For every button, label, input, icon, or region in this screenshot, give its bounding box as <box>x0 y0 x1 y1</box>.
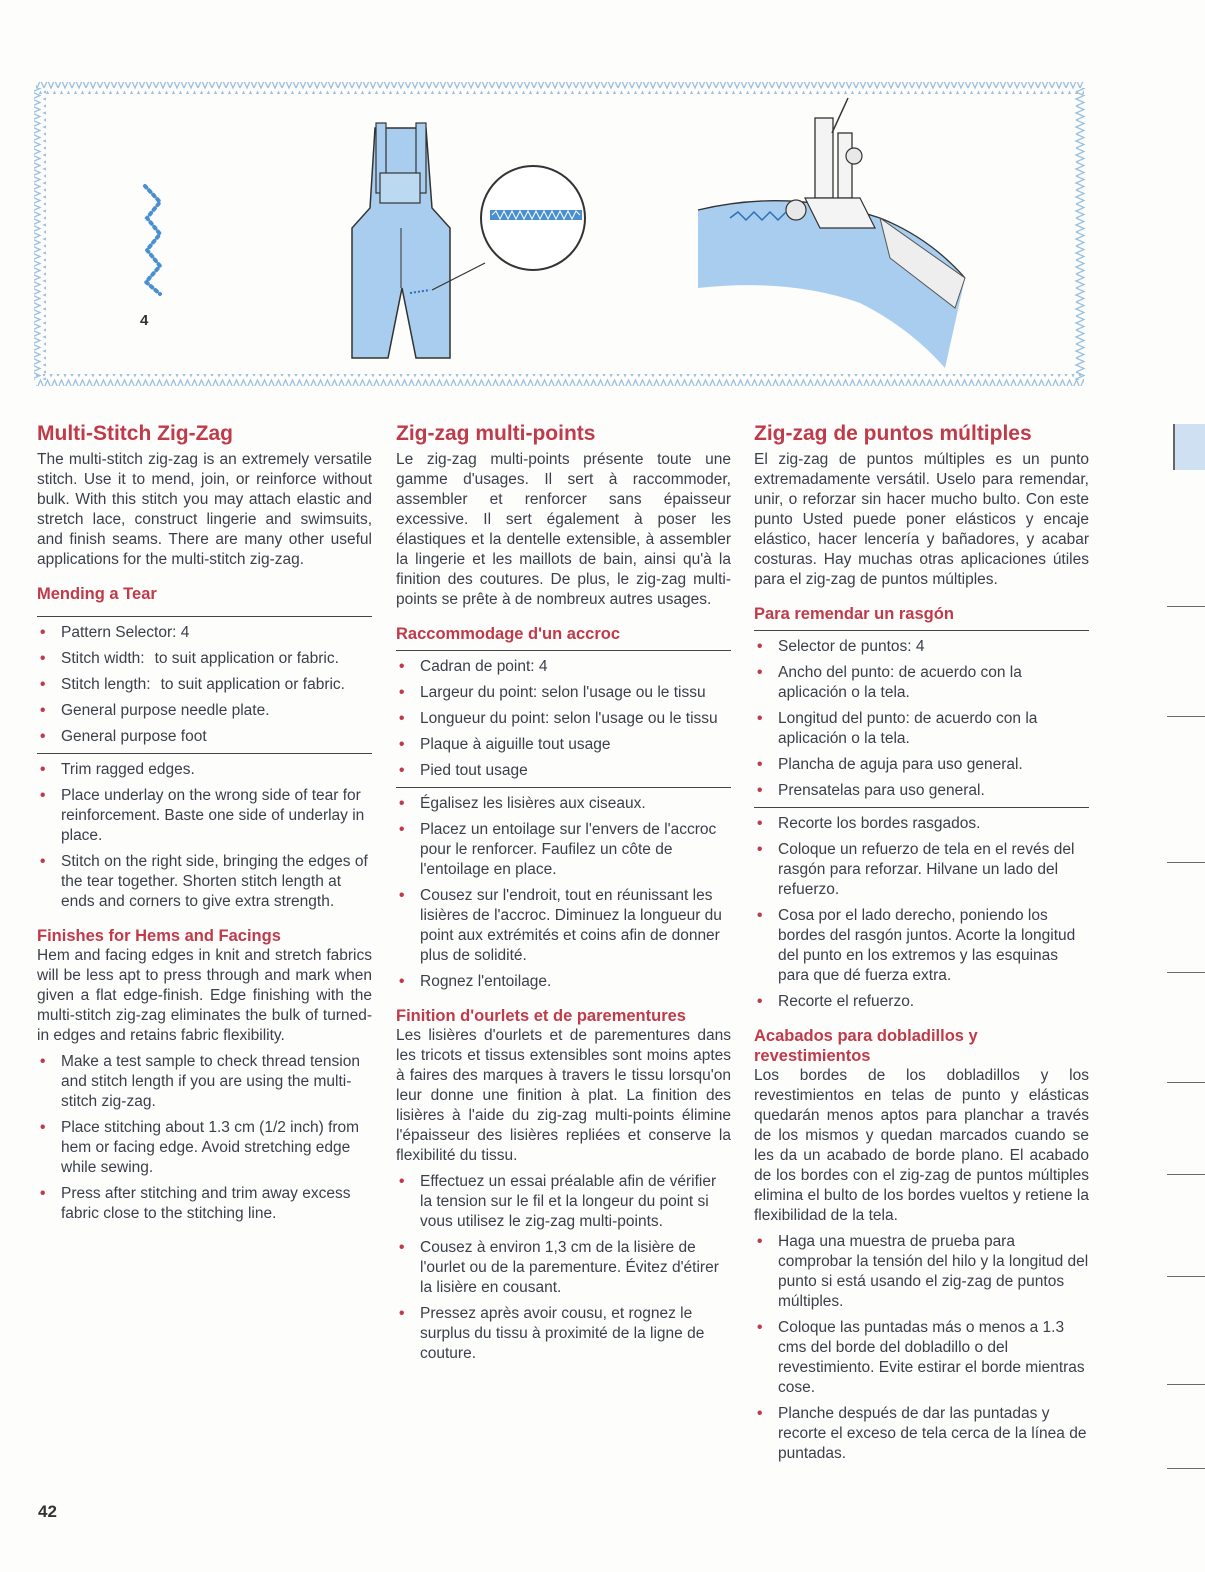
list-item: • Planche después de dar las puntadas y recorte el exceso de tela cerca de la línea de puntadas. <box>754 1404 1089 1464</box>
settings-list <box>754 637 1089 801</box>
list-item: • Stitch on the right side, bringing the edges of the tear together. Shorten stitch length at ends and corners to give extra strength. <box>37 852 372 912</box>
stitch-pattern-icon <box>145 186 160 294</box>
divider <box>37 616 372 617</box>
list-item: • Cosa por el lado derecho, poniendo los bordes del rasgón juntos. Acorte la longitud del punto en los extremos y las esquinas para que dé fuerza extra. <box>754 906 1089 986</box>
illustration-panel <box>30 78 1090 398</box>
hems-paragraph: Los bordes de los dobladillos y los revestimientos en telas de punto y elásticas quedarán menos aptos para planchar a través de los mismos y quedan marcados cuando se les da un acabado de borde plano. El acabado de los bordes con el zig-zag de puntos múltiples elimina el bulto de los bordes vueltos y retiene la flexibilidad de la tela. <box>754 1067 1089 1224</box>
divider <box>754 630 1089 631</box>
list-item: • Largeur du point: selon l'usage ou le tissu <box>396 683 731 703</box>
spec-key: • Stitch width: <box>61 650 145 667</box>
spec-key: • Stitch length: <box>61 676 151 693</box>
hems-list <box>396 1172 731 1364</box>
divider <box>396 787 731 788</box>
edge-marker <box>1167 1174 1205 1175</box>
edge-marker <box>1167 606 1205 607</box>
edge-marker <box>1167 1468 1205 1469</box>
spec-value: to suit application or fabric. <box>154 650 339 667</box>
list-item: • Longueur du point: selon l'usage ou le tissu <box>396 709 731 729</box>
page-number: 42 <box>38 1502 57 1521</box>
mending-heading: Para remendar un rasgón <box>754 605 954 623</box>
edge-marker <box>1167 716 1205 717</box>
spanish-column <box>754 420 1089 1470</box>
list-item: • Press after stitching and trim away excess fabric close to the stitching line. <box>37 1184 372 1224</box>
steps-list <box>754 814 1089 1012</box>
edge-marker <box>1167 1082 1205 1083</box>
english-column <box>37 420 372 1230</box>
mending-heading: Raccommodage d'un accroc <box>396 625 620 643</box>
list-item: • Haga una muestra de prueba para comprobar la tensión del hilo y la longitud del punto si está usando el zig-zag de puntos múltiples. <box>754 1232 1089 1312</box>
edge-marker <box>1167 1276 1205 1277</box>
pattern-number: 4 <box>140 312 149 329</box>
list-item: • Plaque à aiguille tout usage <box>396 735 731 755</box>
settings-list <box>396 657 731 781</box>
intro-paragraph: Le zig-zag multi-points présente toute une gamme d'usages. Il sert à raccommoder, assembler et renforcer sans épaisseur excessive. Il sert également à poser les élastiques et la dentelle extensible, à assembler la lingerie et les maillots de bain, ainsi qu'à la finition des coutures. De plus, le zig-zag multi-points se prête à de nombreux autres usages. <box>396 451 731 608</box>
list-item: • Pied tout usage <box>396 761 731 781</box>
list-item: • Prensatelas para uso general. <box>754 781 1089 801</box>
edge-marker <box>1167 972 1205 973</box>
section-title: Zig-zag multi-points <box>396 422 596 445</box>
hems-heading: Acabados para dobladillos y revestimientos <box>754 1027 978 1065</box>
edge-marker <box>1167 1384 1205 1385</box>
list-item: • Make a test sample to check thread tension and stitch length if you are using the multi-stitch zig-zag. <box>37 1052 372 1112</box>
list-item: • Rognez l'entoilage. <box>396 972 731 992</box>
list-item: • Effectuez un essai préalable afin de vérifier la tension sur le fil et la longeur du point si vous utilisez le zig-zag multi-points. <box>396 1172 731 1232</box>
hems-paragraph: Les lisières d'ourlets et de parementures dans les tricots et tissus extensibles sont moins aptes à faires des marques à travers le tissu lorsqu'on leur donne une finition à plat. La finition des lisières à l'aide du zig-zag multi-points élimine l'épaisseur des lisières repliées et conserve la flexibilité du tissu. <box>396 1027 731 1164</box>
hems-list <box>754 1232 1089 1464</box>
list-item: • Recorte los bordes rasgados. <box>754 814 1089 834</box>
list-item: • Cousez sur l'endroit, tout en réunissant les lisières de l'accroc. Diminuez la longueur du point aux extrémités et coins afin de donner plus de solidité. <box>396 886 731 966</box>
steps-list <box>37 760 372 912</box>
hems-heading: Finition d'ourlets et de parementures <box>396 1007 686 1025</box>
magnifier-detail <box>432 166 585 290</box>
list-item: • Longitud del punto: de acuerdo con la aplicación o la tela. <box>754 709 1089 749</box>
intro-paragraph: The multi-stitch zig-zag is an extremely versatile stitch. Use it to mend, join, or reinforce without bulk. With this stitch you may attach elastic and stretch lace, construct lingerie and swimsuits, and finish seams. There are many other useful applications for the multi-stitch zig-zag. <box>37 451 372 568</box>
list-item <box>37 675 372 695</box>
list-item: • Plancha de aguja para uso general. <box>754 755 1089 775</box>
list-item: • Cadran de point: 4 <box>396 657 731 677</box>
page-edge-tab <box>1173 424 1205 470</box>
hems-list <box>37 1052 372 1224</box>
spec-value: to suit application or fabric. <box>160 676 345 693</box>
list-item: • Placez un entoilage sur l'envers de l'accroc pour le renforcer. Faufilez un côte de l'entoilage en place. <box>396 820 731 880</box>
french-column <box>396 420 731 1370</box>
intro-paragraph: El zig-zag de puntos múltiples es un punto extremadamente versátil. Uselo para remendar, unir, o reforzar sin hacer mucho bulto. Con este punto Usted puede poner elásticos y encaje elástico, hacer lencería y bañadores, y acabar costuras. Hay muchas otras aplicaciones útiles para el zig-zag de puntos múltiples. <box>754 451 1089 588</box>
sewing-machine-illustration <box>698 98 965 368</box>
section-title: Multi-Stitch Zig-Zag <box>37 422 233 445</box>
list-item: • General purpose needle plate. <box>37 701 372 721</box>
mending-heading: Mending a Tear <box>37 585 157 603</box>
list-item: • Pressez après avoir cousu, et rognez le surplus du tissu à proximité de la ligne de couture. <box>396 1304 731 1364</box>
list-item: • Place underlay on the wrong side of tear for reinforcement. Baste one side of underlay in place. <box>37 786 372 846</box>
divider <box>396 650 731 651</box>
steps-list <box>396 794 731 992</box>
list-item: • Pattern Selector: 4 <box>37 623 372 643</box>
list-item: • Ancho del punto: de acuerdo con la aplicación o la tela. <box>754 663 1089 703</box>
divider <box>754 807 1089 808</box>
section-title: Zig-zag de puntos múltiples <box>754 422 1032 445</box>
hems-heading: Finishes for Hems and Facings <box>37 927 281 945</box>
list-item: • Coloque un refuerzo de tela en el revés del rasgón para reforzar. Hilvane un lado del refuerzo. <box>754 840 1089 900</box>
settings-list <box>37 623 372 747</box>
overalls-illustration <box>352 123 450 358</box>
list-item <box>37 649 372 669</box>
list-item: • Trim ragged edges. <box>37 760 372 780</box>
list-item: • General purpose foot <box>37 727 372 747</box>
list-item: • Égalisez les lisières aux ciseaux. <box>396 794 731 814</box>
divider <box>37 753 372 754</box>
list-item: • Cousez à environ 1,3 cm de la lisière de l'ourlet ou de la parementure. Évitez d'étirer la lisière en cousant. <box>396 1238 731 1298</box>
list-item: • Place stitching about 1.3 cm (1/2 inch) from hem or facing edge. Avoid stretching edge while sewing. <box>37 1118 372 1178</box>
list-item: • Coloque las puntadas más o menos a 1.3 cms del borde del dobladillo o del revestimiento. Evite estirar el borde mientras cose. <box>754 1318 1089 1398</box>
edge-marker <box>1167 862 1205 863</box>
list-item: • Recorte el refuerzo. <box>754 992 1089 1012</box>
hems-paragraph: Hem and facing edges in knit and stretch fabrics will be less apt to press through and mark when given a flat edge-finish. Edge finishing with the multi-stitch zig-zag eliminates the bulk of turned-in edges and retains fabric flexibility. <box>37 947 372 1044</box>
list-item: • Selector de puntos: 4 <box>754 637 1089 657</box>
